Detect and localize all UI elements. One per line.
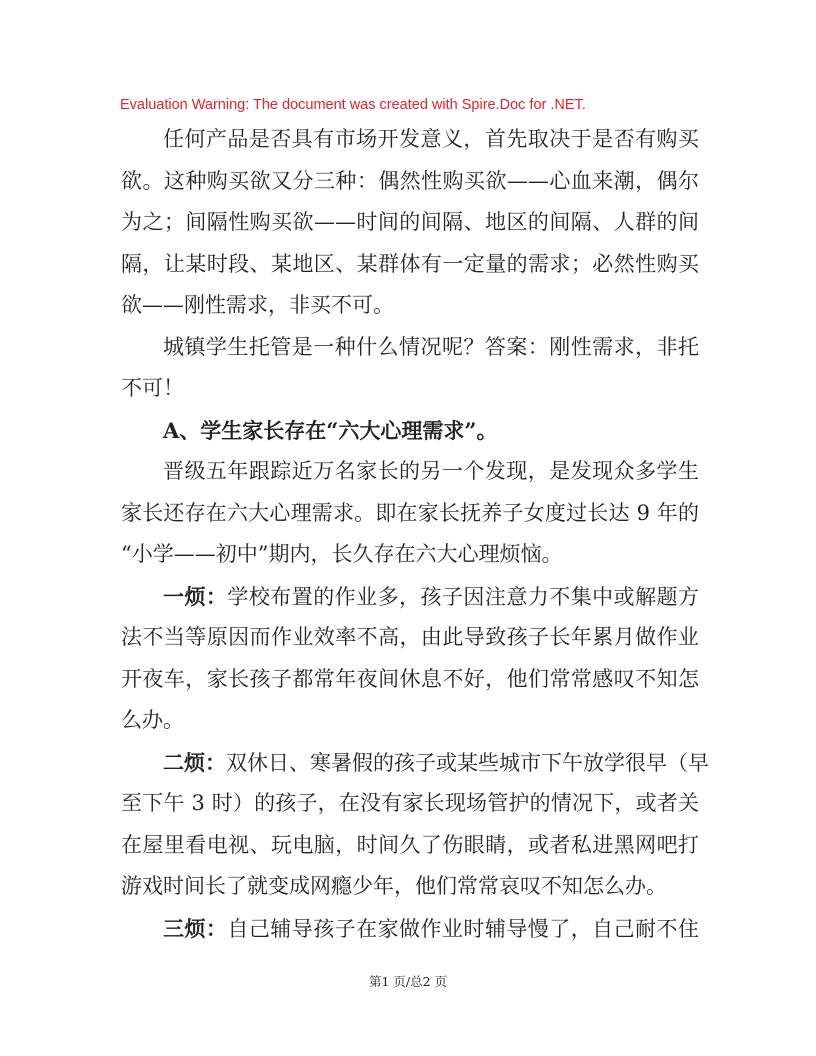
evaluation-warning: Evaluation Warning: The document was created with Spire.Doc for .NET. bbox=[120, 97, 586, 113]
text-line: 隔，让某时段、某地区、某群体有一定量的需求；必然性购买 bbox=[121, 251, 699, 276]
worry-label: 三烦： bbox=[163, 915, 228, 941]
paragraph-worry-3 bbox=[121, 908, 699, 950]
page-number-footer: 第1 页/总2 页 bbox=[368, 974, 448, 989]
text-line: 欲。这种购买欲又分三种：偶然性购买欲——心血来潮，偶尔 bbox=[121, 168, 699, 193]
text-line: 法不当等原因而作业效率不高，由此导致孩子长年累月做作业 bbox=[121, 625, 699, 649]
text-line: 游戏时间长了就变成网瘾少年，他们常常哀叹不知怎么办。 bbox=[121, 874, 667, 898]
worry-label: 二烦： bbox=[163, 749, 226, 775]
text-line: 晋级五年跟踪近万名家长的另一个发现，是发现众多学生 bbox=[163, 459, 699, 483]
worry-text: 自己辅导孩子在家做作业时辅导慢了，自己耐不住 bbox=[227, 916, 699, 941]
paragraph-worry-1 bbox=[121, 576, 699, 742]
text-line: 城镇学生托管是一种什么情况呢？答案：刚性需求，非托 bbox=[163, 334, 699, 359]
text-line: 不可！ bbox=[121, 376, 184, 400]
text-line: “小学——初中”期内，长久存在六大心理烦恼。 bbox=[121, 542, 563, 566]
paragraph-findings bbox=[121, 451, 699, 576]
text-line: 在屋里看电视、玩电脑，时间久了伤眼睛，或者私进黑网吧打 bbox=[121, 832, 699, 857]
paragraph-student-care bbox=[121, 327, 699, 410]
text-line bbox=[121, 742, 709, 784]
worry-text: 学校布置的作业多，孩子因注意力不集中或解题方 bbox=[227, 584, 699, 609]
text-line: 至下午 3 时）的孩子，在没有家长现场管护的情况下，或者关 bbox=[121, 791, 699, 815]
document-body bbox=[121, 119, 709, 949]
text-line: 欲——刚性需求，非买不可。 bbox=[121, 293, 394, 317]
section-heading: A、学生家长存在“六大心理需求”。 bbox=[163, 417, 498, 443]
worry-label: 一烦： bbox=[163, 583, 228, 609]
paragraph-purchase-desire bbox=[121, 119, 699, 327]
worry-text: 双休日、寒暑假的孩子或某些城市下午放学很早（早 bbox=[226, 750, 709, 775]
text-line bbox=[121, 576, 699, 618]
text-line: 么办。 bbox=[121, 708, 184, 732]
paragraph-worry-2 bbox=[121, 742, 709, 908]
text-line: 任何产品是否具有市场开发意义，首先取决于是否有购买 bbox=[163, 127, 699, 151]
text-line: 开夜车，家长孩子都常年夜间休息不好，他们常常感叹不知怎 bbox=[121, 666, 699, 691]
text-line: 为之；间隔性购买欲——时间的间隔、地区的间隔、人群的间 bbox=[121, 210, 699, 234]
text-line: 家长还存在六大心理需求。即在家长抚养子女度过长达 9 年的 bbox=[121, 500, 699, 525]
text-line bbox=[121, 908, 699, 950]
